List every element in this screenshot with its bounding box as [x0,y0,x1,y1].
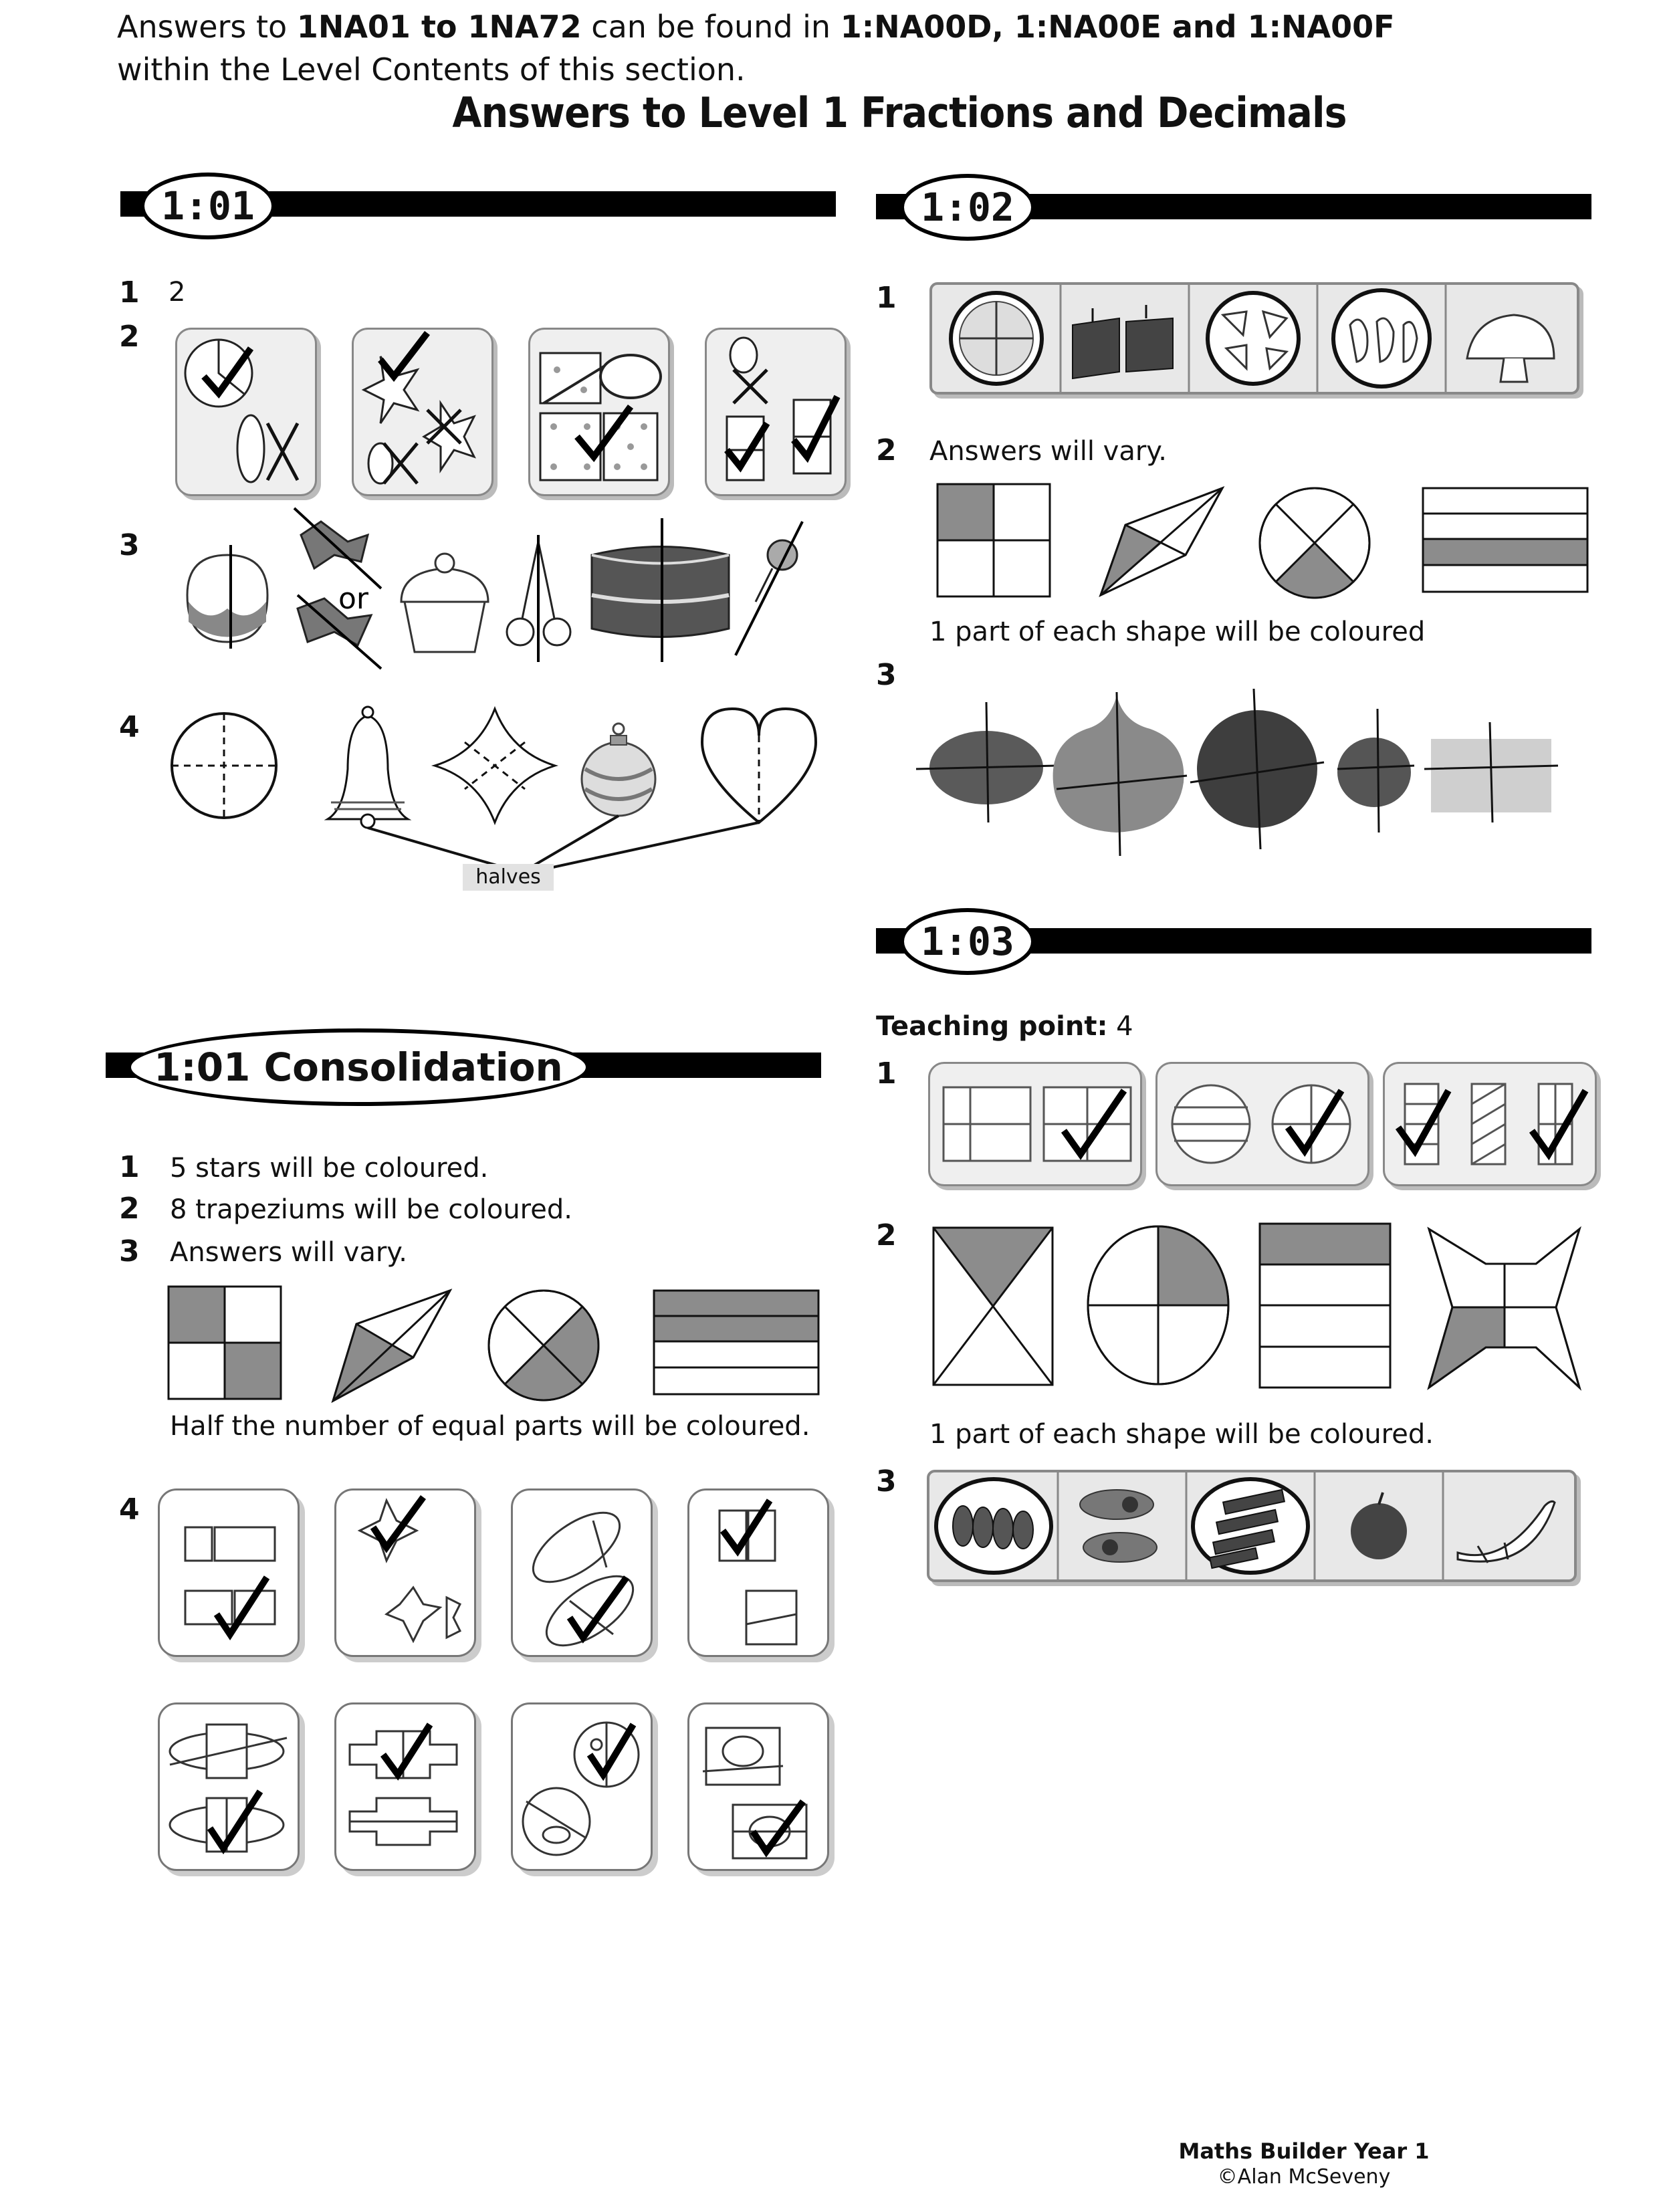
teaching-point-value: 4 [1116,1011,1133,1042]
cons-q4-panel-1 [158,1488,300,1657]
consolidation-label: 1:01 Consolidation [127,1028,590,1106]
s103-q2-note: 1 part of each shape will be coloured. [929,1419,1434,1450]
onion-icon [1053,692,1187,856]
domino-halves-icon [530,330,668,494]
kite-one-quarter-shape [1101,488,1222,595]
tomato-icon [1337,709,1414,833]
star-pieces-icon [336,1490,474,1655]
orange-slices-icon [1208,293,1299,384]
s102-q1-number: 1 [876,281,897,315]
cons-q3-number: 3 [119,1234,140,1268]
cake-icon [592,518,729,662]
pudding-icon [187,545,267,649]
rectangle-halves-icon [707,330,845,494]
q2-panel-rectangles [705,328,847,496]
rect-triangles-one-quarter [933,1228,1053,1385]
cons-q2-text: 8 trapeziums will be coloured. [170,1194,572,1225]
rectangle-strips-shape [654,1291,818,1394]
cons-q3-text: Answers will vary. [170,1237,407,1268]
q2-panel-circles [175,328,317,496]
footer-copyright: ©Alan McSeveny [1217,2165,1391,2189]
rectangle-halves-icon [930,1064,1140,1184]
s103-q1-panel-3 [1383,1062,1597,1186]
cons-q4-panel-2 [334,1488,476,1657]
s103-q3-number: 3 [876,1464,897,1499]
cake-slices-icon [1073,305,1173,378]
cracker-icon [1424,722,1558,822]
intro-text: Answers to 1NA01 to 1NA72 can be found in 1:NA00D, 1:NA00E and 1:NA00F within the Level Contents of this section. [117,9,1395,88]
pizza-slices-icon [951,293,1042,384]
bun-icon [1190,689,1324,849]
s103-q2-number: 2 [876,1218,897,1252]
q4-number: 4 [119,710,140,744]
halves-label: halves [463,864,554,891]
cross-pieces-icon [336,1704,474,1869]
teaching-point-label: Teaching point: [876,1011,1108,1042]
circle-quarters-icon [172,713,276,818]
cherries-icon [507,535,570,662]
cons-q4-panel-3 [511,1488,653,1657]
q2-panel-stars [352,328,493,496]
mushroom-icon [1467,315,1554,382]
pepper-slices-icon [1333,290,1430,386]
s102-q3-foods [916,682,1571,863]
food-quarters-strip [929,1472,1574,1579]
cross-ellipse-icon [160,1704,298,1869]
cons-q3-note: Half the number of equal parts will be coloured. [170,1411,810,1442]
cons-q4-panel-8 [687,1702,829,1871]
section-101-label: 1:01 [140,173,275,239]
section-102-label: 1:02 [900,174,1035,241]
cons-q3-shapes [166,1284,835,1411]
cons-q4-panel-5 [158,1702,300,1871]
s102-q2-text: Answers will vary. [929,436,1167,467]
heart-icon [702,709,816,822]
ellipse-pieces-icon [513,1490,651,1655]
circle-quarters-shape [489,1291,598,1400]
cons-q4-panel-6 [334,1702,476,1871]
q3-number: 3 [119,528,140,562]
sliced-roll-icon [936,1479,1051,1573]
banana-icon [1458,1501,1555,1563]
square-one-quarter-shape [937,484,1050,596]
s103-q1-panel-1 [928,1062,1142,1186]
bowtie-one-quarter [1429,1229,1579,1388]
avocado-halves-icon [1080,1490,1157,1562]
s103-q3-strip [927,1470,1577,1582]
s102-q2-note: 1 part of each shape will be coloured [929,617,1426,647]
s102-q3-number: 3 [876,658,897,692]
q3-or-label: or [338,582,369,616]
s103-q2-shapes [931,1224,1593,1391]
teaching-point [876,1011,1133,1042]
q2-number: 2 [119,320,140,354]
s102-q1-strip [929,282,1579,395]
q3-food-pictures [181,508,822,669]
cons-q4-panel-4 [687,1488,829,1657]
q2-panel-dominoes [528,328,670,496]
star-halves-icon [354,330,491,494]
square-pieces-icon [689,1490,827,1655]
circle-one-quarter-shape [1260,488,1369,598]
s103-q1-panel-2 [1155,1062,1369,1186]
kite-quarters-shape [333,1291,450,1401]
cupcake-icon [401,554,488,652]
circle-quarters-icon [1157,1064,1367,1184]
cons-q1-text: 5 stars will be coloured. [170,1153,489,1184]
s103-q1-number: 1 [876,1057,897,1091]
oval-one-quarter [1088,1226,1228,1384]
rectangle-one-quarter-shape [1423,488,1587,592]
page-title: Answers to Level 1 Fractions and Decimals [452,88,1347,137]
bell-icon [328,707,408,828]
bauble-icon [582,724,655,816]
chocolate-pieces-icon [1193,1479,1308,1573]
oval-square-pieces-icon [689,1704,827,1869]
q1-answer: 2 [169,277,186,308]
lemon-icon [916,702,1057,822]
bar-quarters-icon [1385,1064,1595,1184]
star-4point-icon [435,709,555,822]
circle-halves-icon [177,330,315,494]
s102-q2-number: 2 [876,433,897,467]
cons-q2-number: 2 [119,1192,140,1226]
cons-q4-number: 4 [119,1492,140,1527]
cons-q4-panel-7 [511,1702,653,1871]
rectangles-icon [160,1490,298,1655]
food-fractions-strip [932,285,1577,392]
cons-q1-number: 1 [119,1150,140,1184]
apple-icon [1351,1492,1407,1559]
rect-strips-one-quarter [1260,1224,1390,1388]
q1-number: 1 [119,275,140,310]
section-103-label: 1:03 [900,908,1035,975]
face-pieces-icon [513,1704,651,1869]
footer-title: Maths Builder Year 1 [1178,2138,1430,2164]
s102-q2-shapes [935,481,1597,609]
square-quarters-shape [169,1287,281,1399]
lollipop-icon [736,522,802,655]
